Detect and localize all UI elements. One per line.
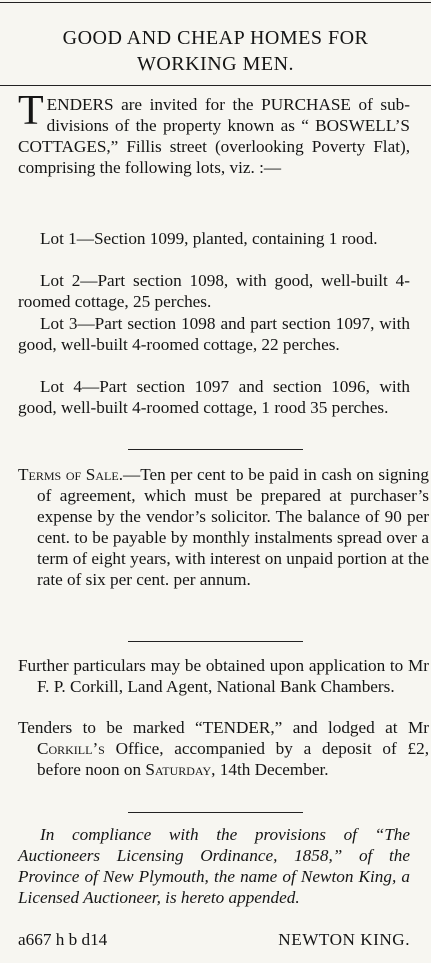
tender-corkill: Corkill’s xyxy=(37,739,105,758)
intro-paragraph xyxy=(18,88,410,178)
lot-4: Lot 4—Part section 1097 and section 1096, with good, well-built 4-roomed cottage, 1 rood 35 perches. xyxy=(18,377,410,417)
section-divider-3 xyxy=(128,812,303,813)
tender-instructions xyxy=(18,717,429,780)
tender-text-2: Office, accompanied by a deposit of £2, before noon on xyxy=(37,739,429,779)
lot-2: Lot 2—Part section 1098, with good, well-built 4-roomed cottage, 25 perches. xyxy=(18,271,410,311)
terms-text: —Ten per cent to be paid in cash on signing of agreement, which must be prepared at purchaser’s expense by the vendor’s solicitor. The balance of 90 per cent. to be payable by monthly instalments spread over a term of eight years, with interest on unpaid portion at the rate of six per cent. per annum. xyxy=(37,465,429,589)
section-divider-1 xyxy=(128,449,303,450)
compliance-notice: In compliance with the provisions of “The Auctioneers Licensing Ordinance, 1858,” of the Province of New Plymouth, the name of Newton King, a Licensed Auctioneer, is hereto appended. xyxy=(18,825,410,907)
drop-cap: T xyxy=(18,88,44,134)
headline-line-2: WORKING MEN. xyxy=(136,53,295,75)
reference-code: a667 h b d14 xyxy=(18,930,108,949)
top-rule xyxy=(0,2,431,3)
tender-day: Saturday xyxy=(145,760,212,779)
auctioneer-signature: NEWTON KING. xyxy=(278,930,410,949)
headline-divider xyxy=(0,85,431,86)
footer xyxy=(18,929,410,950)
lot-1: Lot 1—Section 1099, planted, containing 1 rood. xyxy=(40,229,378,248)
tender-text-3: , 14th December. xyxy=(211,760,329,779)
intro-text: ENDERS are invited for the PURCHASE of sub-divisions of the property known as “ BOSWELL’S COTTAGES,” Fillis street (overlooking Poverty Flat), comprising the following lots, viz. :— xyxy=(18,95,410,177)
terms-heading: Terms of Sale. xyxy=(18,465,123,484)
terms-of-sale xyxy=(18,464,429,590)
further-particulars: Further particulars may be obtained upon application to Mr F. P. Corkill, Land Agent, National Bank Chambers. xyxy=(18,656,429,696)
lot-3: Lot 3—Part section 1098 and part section 1097, with good, well-built 4-roomed cottage, 22 perches. xyxy=(18,314,410,354)
headline-line-1: GOOD AND CHEAP HOMES FOR xyxy=(62,27,369,49)
section-divider-2 xyxy=(128,641,303,642)
tender-text-1: Tenders to be marked “TENDER,” and lodged at Mr xyxy=(18,718,429,737)
